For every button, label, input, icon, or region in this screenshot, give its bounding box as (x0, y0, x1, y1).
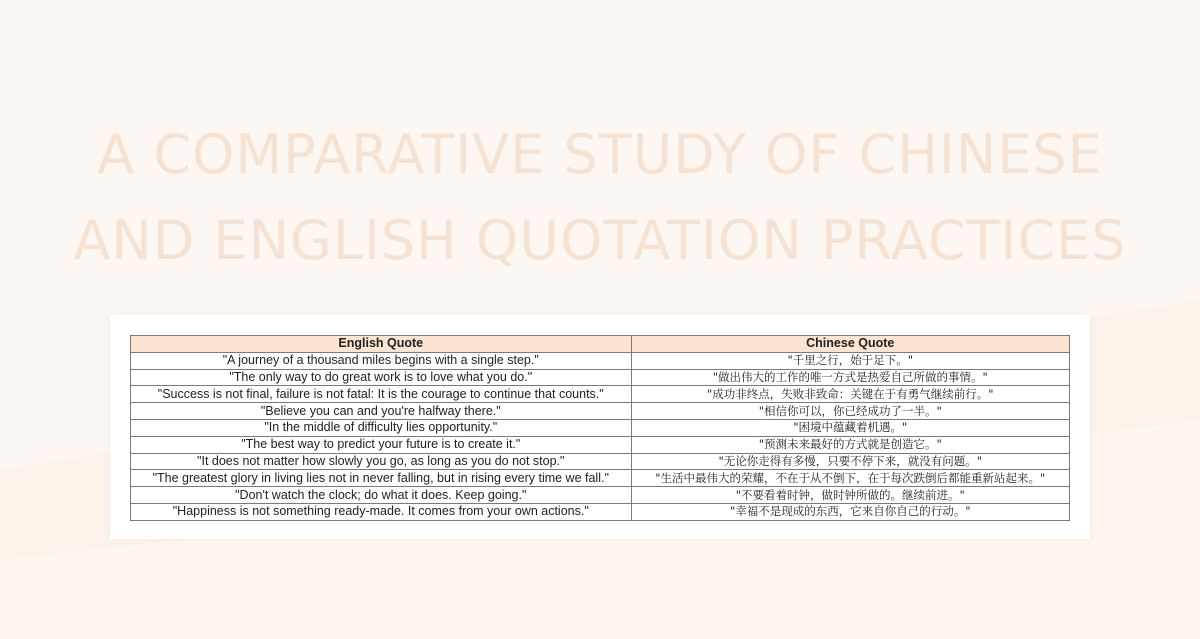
table-header-row (131, 336, 1070, 353)
header-english-quote: English Quote (131, 336, 632, 353)
table-row (131, 369, 1070, 386)
english-quote-cell: "Don't watch the clock; do what it does. Keep going." (131, 487, 632, 504)
title-line-2: AND ENGLISH QUOTATION PRACTICES (73, 209, 1127, 272)
english-quote-cell: "Success is not final, failure is not fatal: It is the courage to continue that counts." (131, 386, 632, 403)
chinese-quote-cell: "不要看着时钟，做时钟所做的。继续前进。" (631, 487, 1069, 504)
english-quote-cell: "A journey of a thousand miles begins with a single step." (131, 352, 632, 369)
english-quote-cell: "The only way to do great work is to love what you do." (131, 369, 632, 386)
chinese-quote-cell: "困境中蕴藏着机遇。" (631, 419, 1069, 436)
table-row (131, 386, 1070, 403)
chinese-quote-cell: "千里之行，始于足下。" (631, 352, 1069, 369)
table-row (131, 470, 1070, 487)
english-quote-cell: "Happiness is not something ready-made. It comes from your own actions." (131, 503, 632, 520)
table-row (131, 503, 1070, 520)
english-quote-cell: "In the middle of difficulty lies opportunity." (131, 419, 632, 436)
chinese-quote-cell: "无论你走得有多慢，只要不停下来，就没有问题。" (631, 453, 1069, 470)
header-chinese-quote: Chinese Quote (631, 336, 1069, 353)
page-title (0, 112, 1200, 284)
title-line-1: A COMPARATIVE STUDY OF CHINESE (97, 123, 1103, 186)
table-row (131, 436, 1070, 453)
table-row (131, 352, 1070, 369)
english-quote-cell: "The greatest glory in living lies not in never falling, but in rising every time we fall." (131, 470, 632, 487)
english-quote-cell: "It does not matter how slowly you go, as long as you do not stop." (131, 453, 632, 470)
table-row (131, 419, 1070, 436)
chinese-quote-cell: "成功非终点，失败非致命：关键在于有勇气继续前行。" (631, 386, 1069, 403)
table-row (131, 453, 1070, 470)
quotes-table (130, 335, 1070, 521)
chinese-quote-cell: "相信你可以，你已经成功了一半。" (631, 403, 1069, 420)
table-card (110, 315, 1090, 539)
chinese-quote-cell: "生活中最伟大的荣耀，不在于从不倒下，在于每次跌倒后都能重新站起来。" (631, 470, 1069, 487)
table-row (131, 403, 1070, 420)
chinese-quote-cell: "做出伟大的工作的唯一方式是热爱自己所做的事情。" (631, 369, 1069, 386)
english-quote-cell: "Believe you can and you're halfway there." (131, 403, 632, 420)
table-row (131, 487, 1070, 504)
chinese-quote-cell: "幸福不是现成的东西，它来自你自己的行动。" (631, 503, 1069, 520)
chinese-quote-cell: "预测未来最好的方式就是创造它。" (631, 436, 1069, 453)
english-quote-cell: "The best way to predict your future is to create it." (131, 436, 632, 453)
